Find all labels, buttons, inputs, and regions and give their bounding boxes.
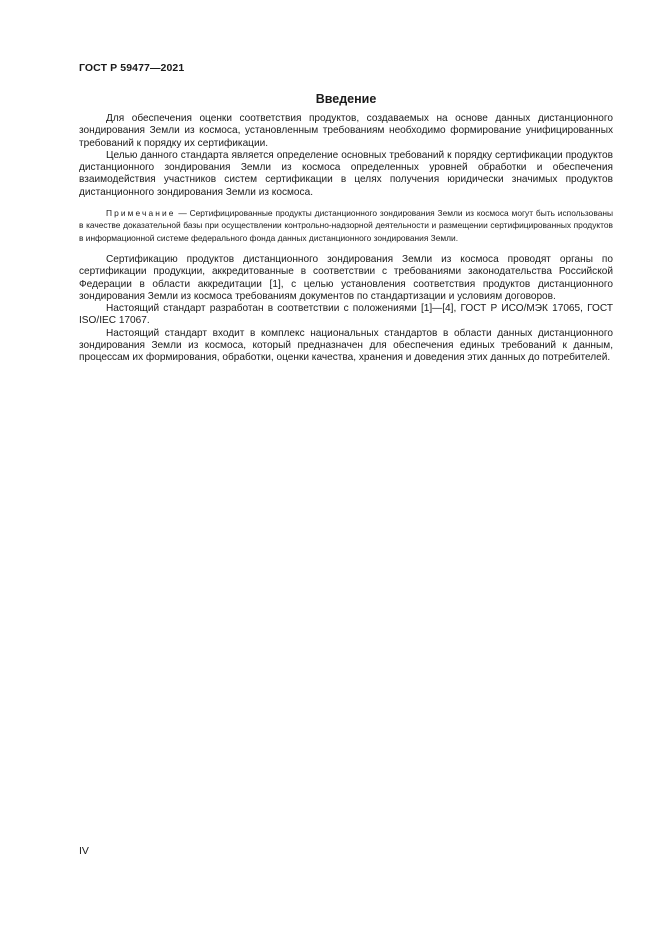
paragraph-goal: Целью данного стандарта является определение основных требований к порядку сертификации продуктов дистанционного зондирования Земли из космоса определенных уровней обработки и обеспечения взаимодействия участников систем сертификации в целях получения юридически значимых продуктов дистанционного зондирования Земли из космоса.: [79, 149, 613, 198]
note-label: Примечание: [106, 208, 176, 219]
section-title: Введение: [315, 92, 377, 106]
paragraph-complex: Настоящий стандарт входит в комплекс национальных стандартов в области данных дистанционного зондирования Земли из космоса, который предназначен для обеспечения единых требований к данным, процессам их формирования, обработки, оценки качества, хранения и доведения этих данных до потребителей.: [79, 327, 613, 364]
note-text: — Сертифицированные продукты дистанционного зондирования Земли из космоса могут быть использованы в качестве доказательной базы при осуществлении контрольно-надзорной деятельности и размещении сертифицированных продуктов в информационной системе федерального фонда данных дистанционного зондирования Земли.: [79, 208, 613, 243]
paragraph-purpose: Для обеспечения оценки соответствия продуктов, создаваемых на основе данных дистанционного зондирования Земли из космоса, установленным требованиям необходимо формирование унифицированных требований к порядку их сертификации.: [79, 113, 613, 149]
paragraph-references: Настоящий стандарт разработан в соответствии с положениями [1]—[4], ГОСТ Р ИСО/МЭК 17065, ГОСТ ISO/IEC 17067.: [79, 303, 613, 327]
document-header: ГОСТ Р 59477—2021: [79, 62, 185, 74]
page-number: IV: [79, 845, 89, 857]
document-body: [79, 113, 613, 365]
note-block: [79, 207, 613, 244]
paragraph-certification: Сертификацию продуктов дистанционного зондирования Земли из космоса проводят органы по сертификации продукции, аккредитованные в соответствии с требованиями законодательства Российской Федерации в области аккредитации [1], с целью установления соответствия продуктов дистанционного зондирования Земли из космоса требованиям документов по стандартизации и условиям договоров.: [79, 253, 613, 302]
